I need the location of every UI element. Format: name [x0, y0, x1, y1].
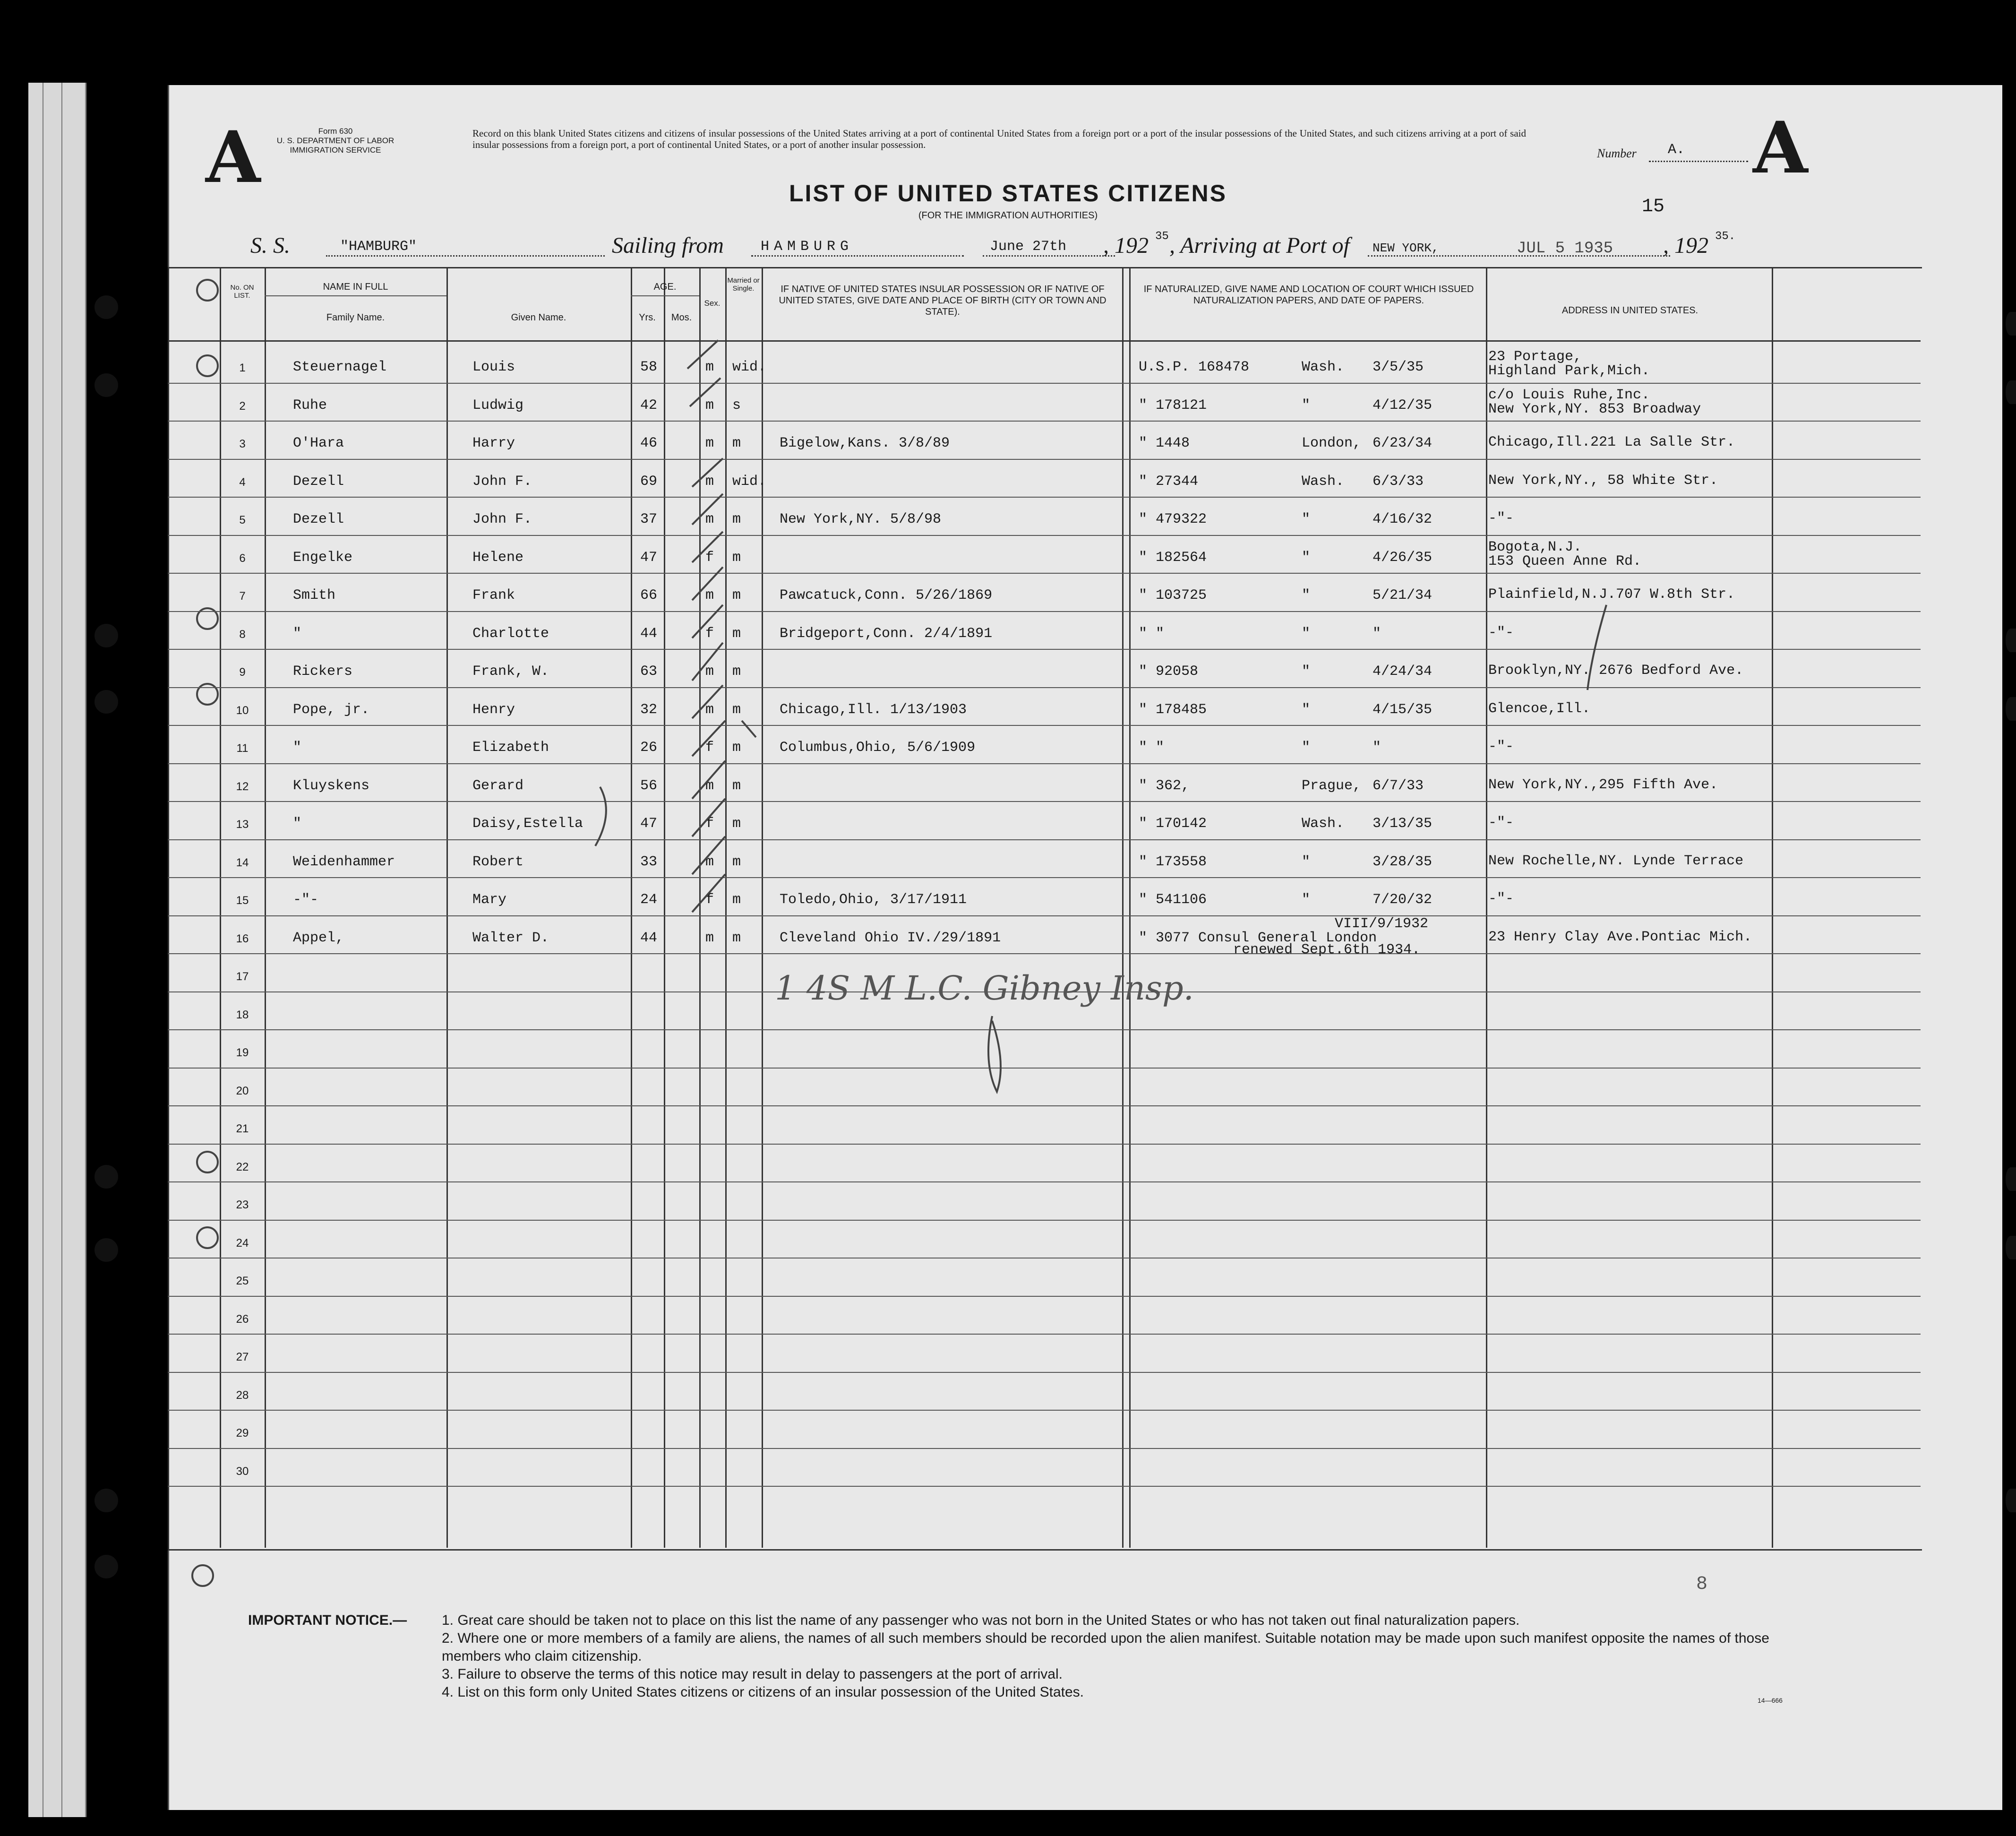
naturalization-court: Wash. [1302, 816, 1345, 832]
address: Brooklyn,NY. 2676 Bedford Ave. [1488, 663, 1744, 679]
address: New York,NY.,295 Fifth Ave. [1488, 776, 1718, 793]
marital-status: m [732, 625, 741, 642]
address: 23 Henry Clay Ave.Pontiac Mich. [1488, 929, 1752, 945]
marital-status: m [732, 549, 741, 566]
age-years: 33 [640, 853, 658, 870]
row-number: 24 [236, 1236, 249, 1250]
header-mos: Mos. [671, 312, 692, 323]
sex: m [705, 701, 714, 718]
row-number: 5 [239, 514, 246, 526]
row-number: 22 [236, 1160, 249, 1173]
header-naturalized: IF NATURALIZED, GIVE NAME AND LOCATION OF COURT WHICH ISSUED NATURALIZATION PAPERS, AND DATE OF PAPERS. [1143, 284, 1474, 306]
header-family-name: Family Name. [326, 312, 385, 323]
naturalization-number: U.S.P. 168478 [1139, 359, 1250, 375]
marital-status: m [732, 587, 741, 603]
naturalization-number: " 1448 [1139, 435, 1190, 451]
address-line-1: Bogota,N.J. [1488, 539, 1582, 555]
row-number: 13 [236, 818, 249, 831]
marital-status: s [732, 397, 741, 414]
address: New York,NY., 58 White Str. [1488, 472, 1718, 489]
naturalization-date: 6/3/33 [1373, 473, 1424, 490]
naturalization-date: " [1373, 740, 1381, 756]
sex: m [705, 359, 714, 375]
birth-place-date: Chicago,Ill. 1/13/1903 [780, 701, 967, 718]
birth-place-date: Toledo,Ohio, 3/17/1911 [780, 892, 967, 908]
row-number: 29 [236, 1427, 249, 1439]
naturalization-number: " 479322 [1139, 511, 1207, 527]
naturalization-date: 3/5/35 [1373, 359, 1424, 375]
naturalization-date: 6/7/33 [1373, 777, 1424, 794]
header-native: IF NATIVE OF UNITED STATES INSULAR POSSESSION OR IF NATIVE OF UNITED STATES, GIVE DATE AND PLACE OF BIRTH (CITY OR TOWN AND STATE). [779, 284, 1107, 317]
naturalization-number: " " [1139, 740, 1165, 756]
given-name: Harry [472, 435, 515, 451]
row-number: 26 [236, 1312, 249, 1326]
age-years: 32 [640, 701, 658, 718]
family-name: Dezell [293, 473, 344, 490]
sailing-label: Sailing from [612, 233, 724, 258]
bottom-mark: 8 [1696, 1574, 1708, 1595]
birth-place-date: New York,NY. 5/8/98 [780, 511, 942, 527]
family-name: " [293, 740, 302, 756]
family-name: Rickers [293, 664, 353, 680]
number-value: A. [1668, 142, 1685, 158]
row-number: 14 [236, 856, 249, 869]
given-name: Walter D. [472, 930, 549, 946]
header-sex: Sex. [704, 299, 721, 308]
marital-status: m [732, 664, 741, 680]
arrival-stamp: JUL 5 1935 [1517, 240, 1613, 258]
address: -"- [1488, 891, 1514, 907]
naturalization-number: " 103725 [1139, 587, 1207, 603]
age-years: 58 [640, 359, 658, 375]
row-number: 6 [239, 552, 246, 565]
row-number: 25 [236, 1275, 249, 1287]
sex: m [705, 664, 714, 680]
address-line-2: New York,NY. 853 Broadway [1488, 401, 1701, 417]
age-years: 69 [640, 473, 658, 490]
notice-item-3: 3. Failure to observe the terms of this notice may result in delay to passengers at the port of arrival. [442, 1666, 1063, 1682]
naturalization-number: " 362, [1139, 777, 1190, 794]
given-name: John F. [472, 511, 532, 527]
naturalization-date: 4/12/35 [1373, 397, 1433, 414]
age-years: 46 [640, 435, 658, 451]
naturalization-number: " 173558 [1139, 853, 1207, 870]
row-number: 23 [236, 1198, 249, 1211]
age-years: 37 [640, 511, 658, 527]
row-number: 27 [236, 1351, 249, 1363]
form-letter-left: A [206, 116, 261, 199]
age-years: 44 [640, 930, 658, 946]
row-number: 19 [236, 1046, 249, 1059]
birth-place-date: Columbus,Ohio, 5/6/1909 [780, 740, 976, 756]
family-name: " [293, 816, 302, 832]
sex: m [705, 777, 714, 794]
naturalization-court: " [1302, 625, 1311, 642]
sailing-date: June 27th [990, 239, 1067, 255]
sex: m [705, 853, 714, 870]
sex: f [705, 549, 714, 566]
from-port: HAMBURG [761, 239, 854, 255]
arriving-label: , Arriving at Port of [1169, 233, 1350, 258]
important-notice-heading [248, 1612, 407, 1629]
row-number: 3 [239, 438, 246, 450]
row-number: 15 [236, 894, 249, 907]
given-name: Ludwig [472, 397, 524, 414]
address: -"- [1488, 815, 1514, 831]
naturalization-number: " 178121 [1139, 397, 1207, 414]
sex: m [705, 587, 714, 603]
sex: m [705, 397, 714, 414]
age-years: 47 [640, 816, 658, 832]
given-name: Daisy,Estella [472, 816, 583, 832]
ss-label: S. S. [250, 233, 290, 258]
birth-place-date: Bigelow,Kans. 3/8/89 [780, 435, 950, 451]
given-name: Henry [472, 701, 515, 718]
form-code: 14—666 [1758, 1697, 1783, 1704]
row-number: 21 [236, 1122, 249, 1135]
row-number: 17 [236, 970, 249, 983]
naturalization-court: " [1302, 549, 1311, 566]
header-yrs: Yrs. [639, 312, 656, 323]
header-given-name: Given Name. [511, 312, 566, 323]
naturalization-number: " 541106 [1139, 892, 1207, 908]
family-name: Engelke [293, 549, 353, 566]
age-years: 47 [640, 549, 658, 566]
naturalization-date: 7/20/32 [1373, 892, 1433, 908]
naturalization-court: Wash. [1302, 473, 1345, 490]
header-married: Married or Single. [727, 276, 760, 293]
marital-status: m [732, 930, 741, 946]
marital-status: m [732, 853, 741, 870]
age-years: 63 [640, 664, 658, 680]
naturalization-date: 4/26/35 [1373, 549, 1433, 566]
marital-status: m [732, 435, 741, 451]
given-name: Frank, W. [472, 664, 549, 680]
row-number: 1 [239, 362, 246, 374]
naturalization-number: " 92058 [1139, 664, 1199, 680]
page-mark: 15 [1642, 196, 1665, 217]
family-name: Dezell [293, 511, 344, 527]
naturalization-court: " [1302, 892, 1311, 908]
address: -"- [1488, 510, 1514, 526]
notice-heading: IMPORTANT NOTICE.— [248, 1612, 407, 1628]
naturalization-court: London, [1302, 435, 1362, 451]
marital-status: m [732, 701, 741, 718]
row-number: 16 [236, 932, 249, 945]
birth-place-date: Cleveland Ohio IV./29/1891 [780, 930, 1001, 946]
naturalization-number: " 178485 [1139, 701, 1207, 718]
given-name: Elizabeth [472, 740, 549, 756]
marital-status: m [732, 892, 741, 908]
form-letter-right: A [1753, 106, 1808, 190]
naturalization-number: " 27344 [1139, 473, 1199, 490]
row-number: 9 [239, 666, 246, 679]
naturalization-date: 5/21/34 [1373, 587, 1433, 603]
sex: f [705, 625, 714, 642]
family-name: Steuernagel [293, 359, 387, 375]
sex: m [705, 435, 714, 451]
family-name: Weidenhammer [293, 853, 395, 870]
address: -"- [1488, 739, 1514, 755]
naturalization-court: " [1302, 664, 1311, 680]
naturalization-date: 6/23/34 [1373, 435, 1433, 451]
naturalization-court: " [1302, 701, 1311, 718]
family-name: Pope, jr. [293, 701, 370, 718]
row-number: 18 [236, 1008, 249, 1021]
notice-item-4: 4. List on this form only United States citizens or citizens of an insular possession of the United States. [442, 1684, 1084, 1700]
marital-status: m [732, 740, 741, 756]
marital-status: wid. [732, 359, 767, 375]
given-name: Charlotte [472, 625, 549, 642]
year-suffix-2: 35. [1715, 230, 1736, 243]
marital-status: m [732, 777, 741, 794]
address: New Rochelle,NY. Lynde Terrace [1488, 853, 1744, 869]
sex: f [705, 892, 714, 908]
header-name-in-full: NAME IN FULL [323, 282, 388, 292]
row-number: 4 [239, 475, 246, 489]
given-name: Frank [472, 587, 515, 603]
family-name: Kluyskens [293, 777, 370, 794]
sex: m [705, 930, 714, 946]
naturalization-date: 3/13/35 [1373, 816, 1433, 832]
sex: f [705, 740, 714, 756]
naturalization-date: 4/16/32 [1373, 511, 1433, 527]
given-name: Robert [472, 853, 524, 870]
marital-status: m [732, 511, 741, 527]
row-number: 10 [236, 704, 249, 717]
row-number: 7 [239, 590, 246, 603]
family-name: -"- [293, 892, 319, 908]
naturalization-date: 3/28/35 [1373, 853, 1433, 870]
sex: f [705, 816, 714, 832]
naturalization-court: Prague, [1302, 777, 1362, 794]
naturalization-date: 4/15/35 [1373, 701, 1433, 718]
number-label: Number [1597, 147, 1637, 160]
ship-name: "HAMBURG" [340, 239, 417, 255]
age-years: 56 [640, 777, 658, 794]
birth-place-date: Pawcatuck,Conn. 5/26/1869 [780, 587, 993, 603]
row-number: 12 [236, 780, 249, 793]
given-name: John F. [472, 473, 532, 490]
intro-text: Record on this blank United States citizens and citizens of insular possessions of the United States arriving at a port of continental United States from a foreign port or a port of the insular possessions of the United States, and such citizens arriving at a port of said insular possessions from a foreign port, a port of continental United States, or a port of another insular possession. [472, 128, 1526, 150]
year-suffix: 35 [1155, 230, 1169, 243]
address: Chicago,Ill.221 La Salle Str. [1488, 434, 1735, 450]
form-number: Form 630 [318, 127, 353, 136]
naturalization-number: " " [1139, 625, 1165, 642]
naturalization-court: " [1302, 511, 1311, 527]
sex: m [705, 511, 714, 527]
birth-place-date: Bridgeport,Conn. 2/4/1891 [780, 625, 993, 642]
year-prefix-2: , 192 [1663, 233, 1708, 258]
given-name: Helene [472, 549, 524, 566]
naturalization-number: " 3077 Consul General London [1139, 930, 1377, 946]
naturalization-extra: VIII/9/1932 [1335, 915, 1429, 932]
row-number: 28 [236, 1388, 249, 1402]
naturalization-court: Wash. [1302, 359, 1345, 375]
age-years: 42 [640, 397, 658, 414]
marital-status: m [732, 816, 741, 832]
family-name: Smith [293, 587, 336, 603]
address-line-2: Highland Park,Mich. [1488, 363, 1650, 379]
age-years: 26 [640, 740, 658, 756]
notice-item-2: 2. Where one or more members of a family are aliens, the names of all such members should be recorded upon the alien manifest. Suitable notation may be made upon such manifest opposite the names of those members who claim citizenship. [442, 1630, 1769, 1664]
header-address: ADDRESS IN UNITED STATES. [1561, 305, 1699, 316]
address: -"- [1488, 624, 1514, 641]
given-name: Louis [472, 359, 515, 375]
age-years: 24 [640, 892, 658, 908]
naturalization-court: " [1302, 587, 1311, 603]
inspector-signature: 1 4S M L.C. Gibney Insp. [775, 969, 1194, 1008]
naturalization-number: " 182564 [1139, 549, 1207, 566]
family-name: Ruhe [293, 397, 327, 414]
address-line-1: 23 Portage, [1488, 349, 1582, 365]
naturalization-court: " [1302, 740, 1311, 756]
given-name: Mary [472, 892, 507, 908]
year-prefix: , 192 [1103, 233, 1149, 258]
address-line-2: 153 Queen Anne Rd. [1488, 553, 1642, 569]
row-number: 30 [236, 1465, 249, 1478]
naturalization-court: " [1302, 397, 1311, 414]
naturalization-court: " [1302, 853, 1311, 870]
page-subtitle: (FOR THE IMMIGRATION AUTHORITIES) [918, 210, 1098, 221]
row-number: 8 [239, 628, 246, 641]
row-number: 2 [239, 399, 246, 413]
marital-status: wid. [732, 473, 767, 490]
family-name: O'Hara [293, 435, 344, 451]
header-age: AGE. [653, 282, 677, 292]
row-number: 11 [236, 742, 249, 755]
given-name: Gerard [472, 777, 524, 794]
age-years: 66 [640, 587, 658, 603]
family-name: Appel, [293, 930, 344, 946]
header-no: No. ON LIST. [230, 284, 254, 300]
naturalization-date: " [1373, 625, 1381, 642]
row-number: 20 [236, 1084, 249, 1097]
form-department: U. S. DEPARTMENT OF LABOR [276, 136, 395, 145]
address-line-1: c/o Louis Ruhe,Inc. [1488, 387, 1650, 403]
naturalization-number: " 170142 [1139, 816, 1207, 832]
notice-item-1: 1. Great care should be taken not to place on this list the name of any passenger who was not born in the United States or who has not taken out final naturalization papers. [442, 1612, 1520, 1628]
family-name: " [293, 625, 302, 642]
page-title: LIST OF UNITED STATES CITIZENS [789, 180, 1227, 207]
form-service: IMMIGRATION SERVICE [290, 146, 381, 155]
naturalization-date: 4/24/34 [1373, 664, 1433, 680]
address: Plainfield,N.J.707 W.8th Str. [1488, 586, 1735, 603]
address: Glencoe,Ill. [1488, 700, 1591, 717]
sex: m [705, 473, 714, 490]
age-years: 44 [640, 625, 658, 642]
check-mark [687, 340, 718, 369]
arrival-port: NEW YORK, [1373, 241, 1439, 255]
naturalization-renewal: renewed Sept.6th 1934. [1233, 941, 1421, 958]
